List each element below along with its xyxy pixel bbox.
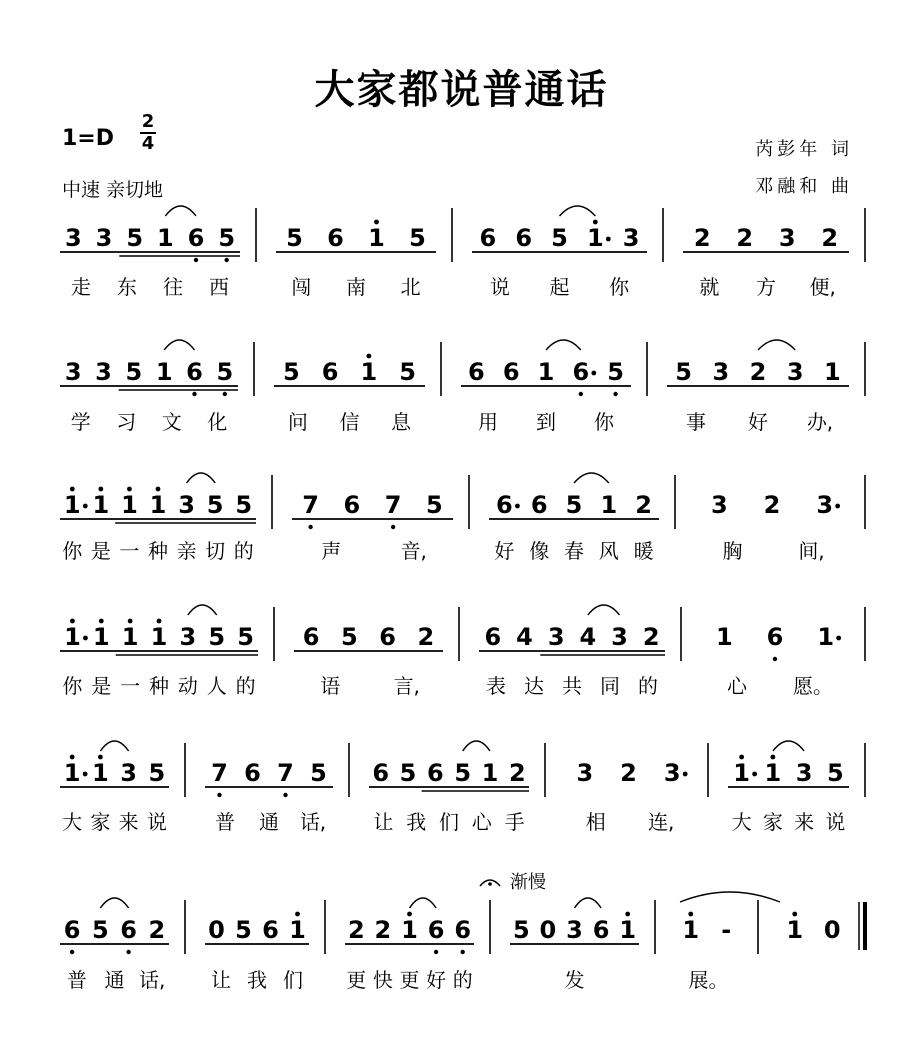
lyric-syllable: 到 (536, 410, 556, 434)
composer-credit: 邓融和 曲 (755, 176, 853, 197)
note: 1 (481, 759, 499, 787)
lyric-syllable: 通 (104, 968, 125, 992)
note: 6 (63, 916, 81, 944)
note: 5 (827, 759, 844, 787)
note: 5 (399, 358, 416, 386)
lyric-syllable: 通 (259, 810, 279, 834)
note: 0 (208, 916, 225, 944)
lyric-syllable: 学 (70, 410, 91, 434)
lyric-syllable: 北 (400, 275, 421, 299)
note: 5 (454, 759, 472, 787)
note: 6 (572, 358, 590, 386)
augmentation-dot (515, 504, 520, 509)
lyric-syllable: 说 (489, 275, 510, 299)
note: 3 (611, 623, 628, 651)
lyric-syllable: 胸 (722, 539, 743, 563)
low-octave-dot (224, 258, 228, 262)
note: 0 (823, 916, 841, 944)
lyric-syllable: 话, (299, 810, 327, 834)
lyricist-credit: 芮彭年 词 (755, 139, 853, 160)
note: 5 (399, 759, 417, 787)
slur (100, 741, 128, 751)
low-octave-dot (194, 258, 198, 262)
note: 3 (795, 759, 813, 787)
lyric-syllable: 声 (321, 539, 342, 563)
note: 3 (547, 623, 565, 651)
note: 1 (786, 916, 804, 944)
note: 1 (824, 358, 841, 386)
note: 2 (148, 916, 166, 944)
note: 5 (126, 224, 144, 252)
lyric-syllable: 走 (71, 275, 91, 299)
note: 1 (149, 491, 167, 519)
lyric-syllable: 好 (494, 539, 515, 563)
note: 1 (733, 759, 750, 787)
note: 3 (576, 759, 594, 787)
lyric-syllable: 办, (806, 410, 834, 434)
lyric-syllable: 是 (90, 539, 111, 563)
high-octave-dot (625, 912, 630, 917)
note: 6 (468, 358, 485, 386)
lyric-syllable: 我 (406, 810, 427, 834)
lyric-syllable: 亲 (176, 539, 197, 563)
lyric-syllable: 西 (209, 275, 229, 299)
lyric-syllable: 话, (138, 968, 166, 992)
key-signature: 1=D (62, 126, 115, 151)
lyric-syllable: 共 (562, 674, 582, 698)
slur (546, 340, 581, 350)
note: 6 (379, 623, 396, 651)
note: 1 (63, 759, 81, 787)
note: 5 (565, 491, 583, 519)
lyric-syllable: 普 (66, 968, 87, 992)
note: 1 (150, 623, 168, 651)
lyric-syllable: 音, (400, 539, 427, 563)
augmentation-dot (83, 772, 88, 777)
note: 1 (121, 491, 138, 519)
lyric-syllable: 的 (235, 674, 256, 698)
note: 7 (211, 759, 228, 787)
lyric-syllable: 人 (206, 674, 227, 698)
lyric-syllable: 更 (399, 968, 420, 992)
slur (574, 473, 609, 483)
lyric-syllable: 我 (247, 968, 267, 992)
note: 3 (120, 759, 137, 787)
lyric-syllable: 来 (118, 810, 139, 834)
note: 6 (372, 759, 390, 787)
high-octave-dot (770, 755, 775, 760)
lyric-syllable: 闯 (291, 275, 312, 299)
lyric-syllable: 家 (90, 810, 111, 834)
lyric-syllable: 便, (809, 275, 836, 299)
note: 1 (682, 916, 700, 944)
slur (187, 473, 216, 483)
note: 3 (663, 759, 681, 787)
note: 6 (426, 759, 444, 787)
note: 5 (675, 358, 692, 386)
slur (188, 605, 217, 615)
high-octave-dot (127, 487, 132, 492)
note: 6 (302, 623, 320, 651)
high-octave-dot (99, 619, 104, 624)
lyric-syllable: 发 (564, 968, 585, 992)
note: 5 (551, 224, 568, 252)
note: 1 (92, 759, 109, 787)
note: 1 (121, 623, 139, 651)
note: 6 (244, 759, 261, 787)
note: 1 (289, 916, 306, 944)
low-octave-dot (192, 392, 196, 396)
note: - (721, 916, 732, 944)
low-octave-dot (308, 525, 312, 529)
lyric-syllable: 愿。 (793, 674, 833, 698)
lyric-syllable: 你 (609, 275, 630, 299)
note: 7 (302, 491, 319, 519)
note: 5 (283, 358, 300, 386)
note: 1 (92, 623, 110, 651)
meter-top: 2 (141, 111, 155, 132)
note: 6 (484, 623, 502, 651)
lyric-syllable: 文 (161, 410, 182, 434)
lyric-syllable: 往 (163, 275, 183, 299)
note: 3 (710, 491, 728, 519)
note: 0 (539, 916, 557, 944)
note: 3 (566, 916, 583, 944)
note: 6 (502, 358, 520, 386)
low-octave-dot (126, 950, 130, 954)
lyric-syllable: 相 (585, 810, 606, 834)
note: 3 (622, 224, 640, 252)
slur (588, 605, 620, 615)
note: 1 (715, 623, 733, 651)
high-octave-dot (128, 619, 133, 624)
lyric-syllable: 语 (320, 674, 341, 698)
lyric-syllable: 手 (504, 810, 525, 834)
lyric-syllable: 一 (120, 674, 141, 698)
note: 3 (778, 224, 796, 252)
lyric-syllable: 一 (119, 539, 140, 563)
lyric-syllable: 南 (346, 275, 366, 299)
note: 5 (512, 916, 530, 944)
note: 2 (693, 224, 711, 252)
lyric-syllable: 的 (233, 539, 254, 563)
low-octave-dot (579, 392, 583, 396)
note: 1 (600, 491, 618, 519)
note: 2 (635, 491, 652, 519)
lyric-syllable: 风 (598, 539, 619, 563)
high-octave-dot (70, 755, 75, 760)
high-octave-dot (98, 755, 103, 760)
note: 5 (409, 224, 426, 252)
lyric-syllable: 问 (287, 410, 308, 434)
note: 6 (120, 916, 137, 944)
note: 5 (218, 224, 236, 252)
lyric-syllable: 们 (439, 810, 459, 834)
lyric-syllable: 普 (215, 810, 235, 834)
note: 6 (321, 358, 339, 386)
lyric-syllable: 连, (648, 810, 675, 834)
lyric-syllable: 来 (794, 810, 815, 834)
note: 1 (155, 358, 173, 386)
lyric-syllable: 起 (549, 275, 570, 299)
tempo-marking: 中速 亲切地 (62, 179, 164, 201)
note: 1 (156, 224, 174, 252)
slur (560, 206, 596, 216)
note: 5 (208, 623, 226, 651)
note: 3 (64, 224, 82, 252)
note: 5 (92, 916, 109, 944)
note: 2 (749, 358, 767, 386)
lyric-syllable: 的 (452, 968, 473, 992)
note: 2 (417, 623, 435, 651)
slur (100, 898, 128, 908)
augmentation-dot (683, 772, 688, 777)
lyric-syllable: 好 (748, 410, 768, 434)
fermata-dot (488, 882, 492, 886)
note: 2 (763, 491, 781, 519)
note: 3 (816, 491, 834, 519)
lyric-syllable: 心 (727, 674, 747, 698)
lyric-syllable: 同 (600, 674, 620, 698)
note: 5 (426, 491, 443, 519)
high-octave-dot (156, 487, 161, 492)
lyric-syllable: 说 (825, 810, 846, 834)
note: 4 (579, 623, 597, 651)
note: 2 (736, 224, 754, 252)
lyric-syllable: 心 (471, 810, 492, 834)
high-octave-dot (70, 619, 75, 624)
high-octave-dot (739, 755, 744, 760)
note: 6 (592, 916, 610, 944)
note: 3 (178, 491, 195, 519)
note: 2 (347, 916, 365, 944)
note: 4 (516, 623, 533, 651)
note: 5 (237, 623, 254, 651)
low-octave-dot (434, 950, 438, 954)
lyric-syllable: 像 (529, 539, 550, 563)
lyric-syllable: 是 (91, 674, 112, 698)
high-octave-dot (295, 912, 300, 917)
note: 6 (262, 916, 279, 944)
low-octave-dot (223, 392, 227, 396)
slur (410, 898, 437, 908)
note: 5 (607, 358, 624, 386)
lyric-syllable: 表 (486, 674, 506, 698)
low-octave-dot (283, 793, 287, 797)
high-octave-dot (792, 912, 797, 917)
note: 1 (401, 916, 418, 944)
note: 6 (427, 916, 445, 944)
note: 5 (341, 623, 358, 651)
note: 6 (479, 224, 497, 252)
note: 5 (206, 491, 224, 519)
note: 1 (64, 623, 81, 651)
lyric-syllable: 东 (117, 275, 137, 299)
low-octave-dot (773, 657, 777, 661)
lyric-syllable: 更 (346, 968, 367, 992)
note: 1 (586, 224, 604, 252)
note: 1 (619, 916, 637, 944)
lyric-syllable: 信 (339, 410, 360, 434)
lyric-syllable: 化 (207, 410, 228, 434)
note: 5 (310, 759, 327, 787)
lyric-syllable: 展。 (688, 968, 729, 992)
note: 6 (515, 224, 533, 252)
lyric-syllable: 让 (373, 810, 394, 834)
high-octave-dot (374, 220, 379, 225)
slur (165, 206, 196, 216)
low-octave-dot (613, 392, 617, 396)
tie (680, 892, 780, 902)
note: 6 (187, 224, 205, 252)
note: 2 (620, 759, 637, 787)
note: 2 (821, 224, 839, 252)
note: 5 (148, 759, 166, 787)
lyric-syllable: 说 (146, 810, 167, 834)
lyric-syllable: 方 (756, 275, 776, 299)
augmentation-dot (83, 504, 88, 509)
note: 3 (64, 358, 82, 386)
meter-bottom: 4 (141, 133, 155, 154)
note: 1 (63, 491, 81, 519)
note: 1 (360, 358, 378, 386)
lyric-syllable: 间, (798, 539, 825, 563)
note: 2 (508, 759, 526, 787)
augmentation-dot (835, 504, 840, 509)
lyric-syllable: 让 (211, 968, 231, 992)
high-octave-dot (70, 487, 75, 492)
song-title: 大家都说普通话 (314, 67, 609, 113)
lyric-syllable: 暖 (633, 539, 654, 563)
lyric-syllable: 的 (638, 674, 658, 698)
augmentation-dot (836, 636, 841, 641)
slur (463, 741, 490, 751)
note: 7 (384, 491, 402, 519)
high-octave-dot (407, 912, 412, 917)
rit-marking: 渐慢 (510, 872, 546, 893)
augmentation-dot (83, 636, 88, 641)
note: 5 (286, 224, 303, 252)
note: 3 (712, 358, 730, 386)
note: 2 (642, 623, 660, 651)
note: 1 (764, 759, 782, 787)
note: 6 (343, 491, 361, 519)
lyric-syllable: 就 (699, 275, 720, 299)
lyric-syllable: 家 (762, 810, 783, 834)
lyric-syllable: 好 (426, 968, 447, 992)
slur (758, 340, 795, 350)
high-octave-dot (366, 354, 371, 359)
lyric-syllable: 你 (62, 674, 83, 698)
lyric-syllable: 言, (393, 674, 420, 698)
high-octave-dot (98, 487, 103, 492)
slur (773, 741, 804, 751)
lyric-syllable: 你 (62, 539, 83, 563)
note: 2 (374, 916, 392, 944)
note: 3 (786, 358, 804, 386)
lyric-syllable: 种 (149, 674, 169, 698)
lyric-syllable: 种 (148, 539, 168, 563)
lyric-syllable: 事 (686, 410, 706, 434)
note: 7 (277, 759, 294, 787)
lyric-syllable: 你 (594, 410, 614, 434)
note: 6 (496, 491, 513, 519)
note: 5 (216, 358, 234, 386)
lyric-syllable: 切 (205, 539, 226, 563)
note: 5 (125, 358, 143, 386)
note: 5 (235, 491, 253, 519)
augmentation-dot (591, 371, 596, 376)
note: 6 (530, 491, 548, 519)
note: 5 (235, 916, 252, 944)
note: 6 (766, 623, 784, 651)
lyric-syllable: 用 (478, 410, 498, 434)
slur (575, 898, 602, 908)
high-octave-dot (593, 220, 598, 225)
low-octave-dot (461, 950, 465, 954)
augmentation-dot (752, 772, 757, 777)
note: 1 (92, 491, 110, 519)
low-octave-dot (391, 525, 395, 529)
lyric-syllable: 动 (177, 674, 198, 698)
note: 6 (186, 358, 203, 386)
slur (164, 340, 194, 350)
high-octave-dot (157, 619, 162, 624)
lyric-syllable: 快 (372, 968, 393, 992)
note: 1 (817, 623, 835, 651)
lyric-syllable: 大 (731, 810, 752, 834)
high-octave-dot (688, 912, 693, 917)
note: 6 (327, 224, 344, 252)
note: 6 (454, 916, 472, 944)
lyric-syllable: 息 (391, 410, 412, 434)
note: 3 (179, 623, 197, 651)
augmentation-dot (606, 237, 611, 242)
low-octave-dot (70, 950, 74, 954)
note: 3 (95, 358, 112, 386)
note: 1 (368, 224, 385, 252)
note: 3 (95, 224, 113, 252)
lyric-syllable: 达 (524, 674, 544, 698)
lyric-syllable: 大 (62, 810, 83, 834)
low-octave-dot (217, 793, 221, 797)
lyric-syllable: 习 (116, 410, 137, 434)
note: 1 (537, 358, 555, 386)
lyric-syllable: 们 (283, 968, 303, 992)
lyric-syllable: 春 (564, 539, 584, 563)
